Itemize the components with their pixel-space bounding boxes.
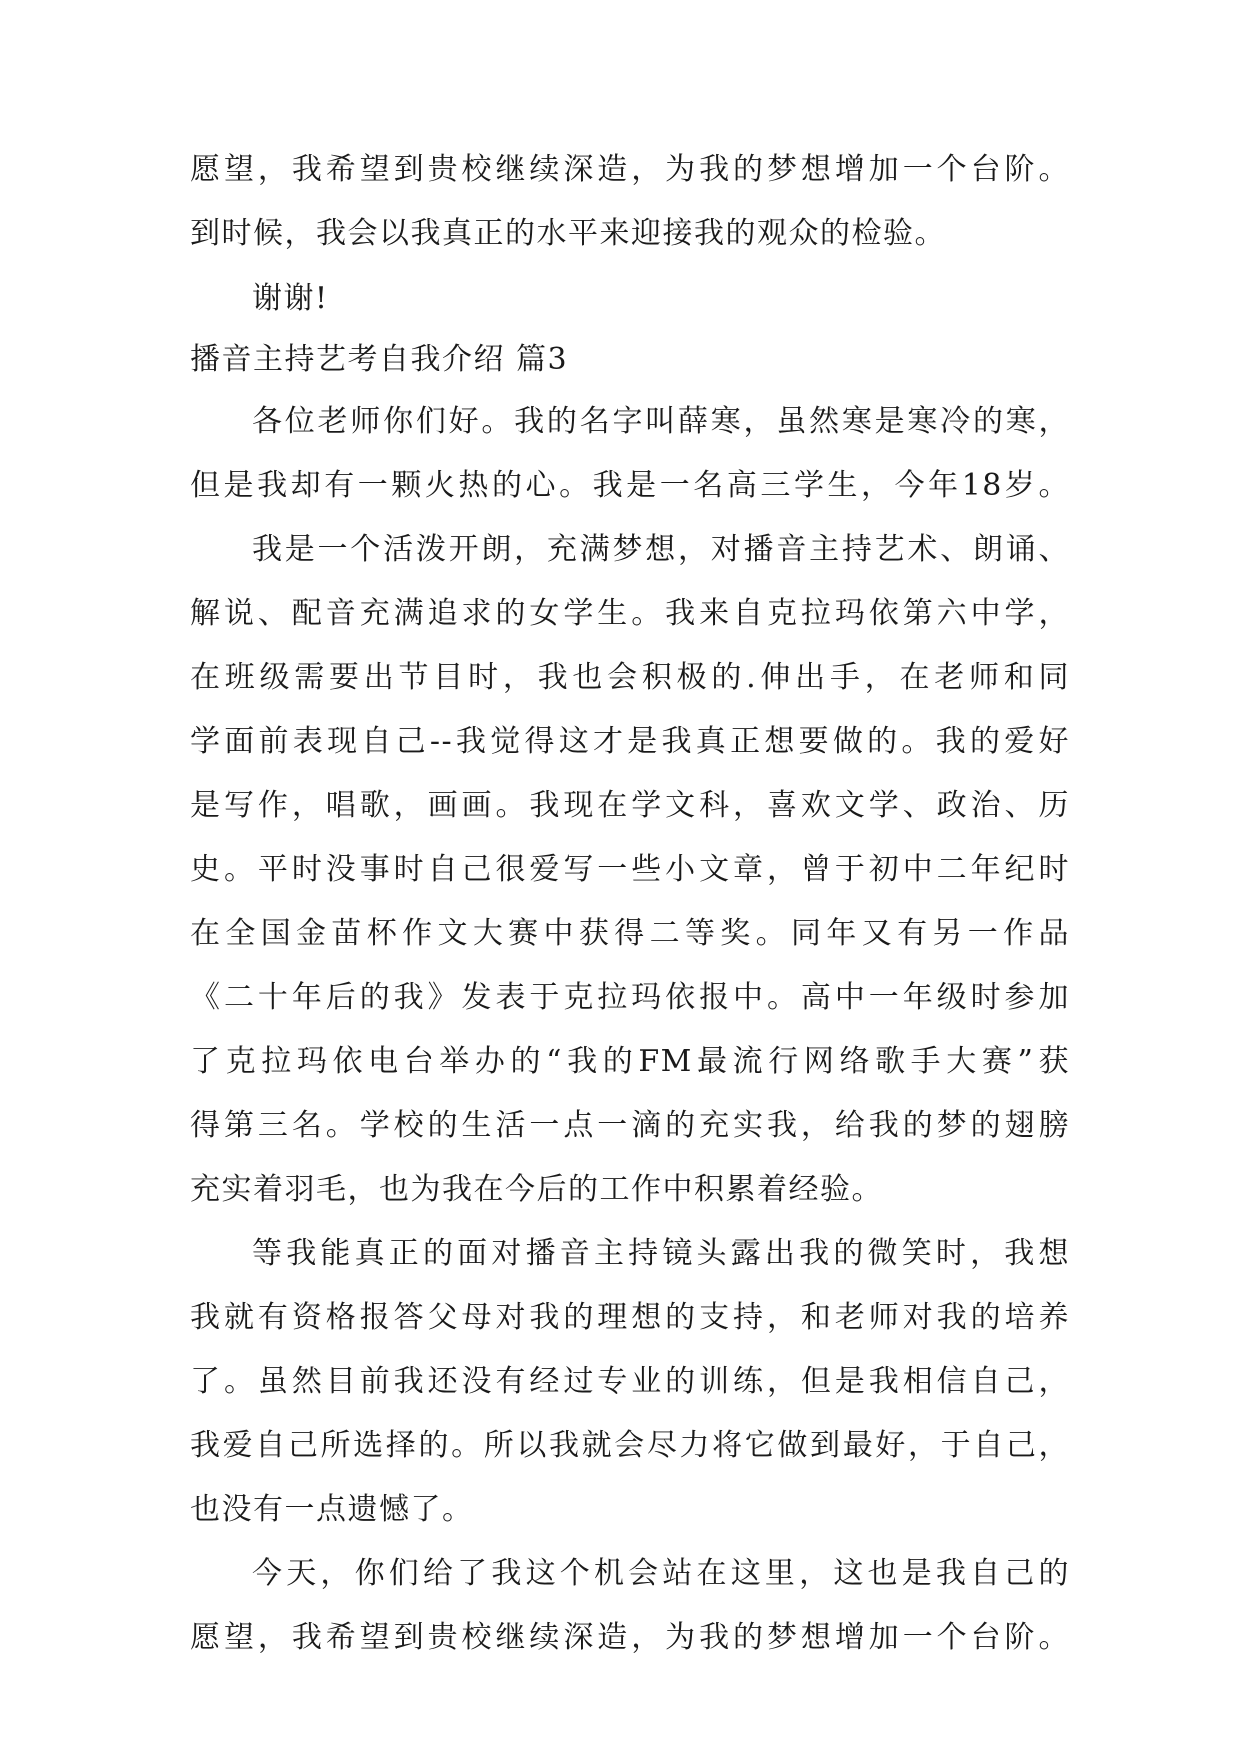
text-line: 今天，你们给了我这个机会站在这里，这也是我自己的	[252, 1556, 1070, 1591]
text-line: 《二十年后的我》发表于克拉玛依报中。高中一年级时参加	[190, 980, 1070, 1015]
text-line: 了克拉玛依电台举办的“我的FM最流行网络歌手大赛”获	[190, 1044, 1070, 1079]
text-line: 我就有资格报答父母对我的理想的支持，和老师对我的培养	[190, 1300, 1070, 1335]
text-line: 我爱自己所选择的。所以我就会尽力将它做到最好，于自己，	[190, 1428, 1070, 1463]
section-heading: 播音主持艺考自我介绍 篇3	[190, 342, 569, 377]
text-line: 在全国金苗杯作文大赛中获得二等奖。同年又有另一作品	[190, 916, 1070, 951]
text-line: 是写作，唱歌，画画。我现在学文科，喜欢文学、政治、历	[190, 788, 1070, 823]
text-line: 在班级需要出节目时，我也会积极的.伸出手，在老师和同	[190, 660, 1070, 695]
text-line: 了。虽然目前我还没有经过专业的训练，但是我相信自己，	[190, 1364, 1070, 1399]
text-line: 愿望，我希望到贵校继续深造，为我的梦想增加一个台阶。	[190, 152, 1070, 187]
text-line: 愿望，我希望到贵校继续深造，为我的梦想增加一个台阶。	[190, 1620, 1070, 1655]
text-line: 得第三名。学校的生活一点一滴的充实我，给我的梦的翅膀	[190, 1108, 1070, 1143]
text-line: 等我能真正的面对播音主持镜头露出我的微笑时，我想	[252, 1236, 1070, 1271]
text-line: 但是我却有一颗火热的心。我是一名高三学生，今年18岁。	[190, 468, 1070, 503]
text-line: 充实着羽毛，也为我在今后的工作中积累着经验。	[190, 1172, 883, 1207]
text-line: 解说、配音充满追求的女学生。我来自克拉玛依第六中学，	[190, 596, 1070, 631]
text-line: 各位老师你们好。我的名字叫薛寒，虽然寒是寒冷的寒，	[252, 404, 1070, 439]
text-line: 谢谢!	[252, 281, 329, 316]
text-line: 我是一个活泼开朗，充满梦想，对播音主持艺术、朗诵、	[252, 532, 1070, 567]
text-line: 到时候，我会以我真正的水平来迎接我的观众的检验。	[190, 216, 946, 251]
text-line: 学面前表现自己--我觉得这才是我真正想要做的。我的爱好	[190, 724, 1070, 759]
text-line: 史。平时没事时自己很爱写一些小文章，曾于初中二年纪时	[190, 852, 1070, 887]
text-line: 也没有一点遗憾了。	[190, 1492, 474, 1527]
